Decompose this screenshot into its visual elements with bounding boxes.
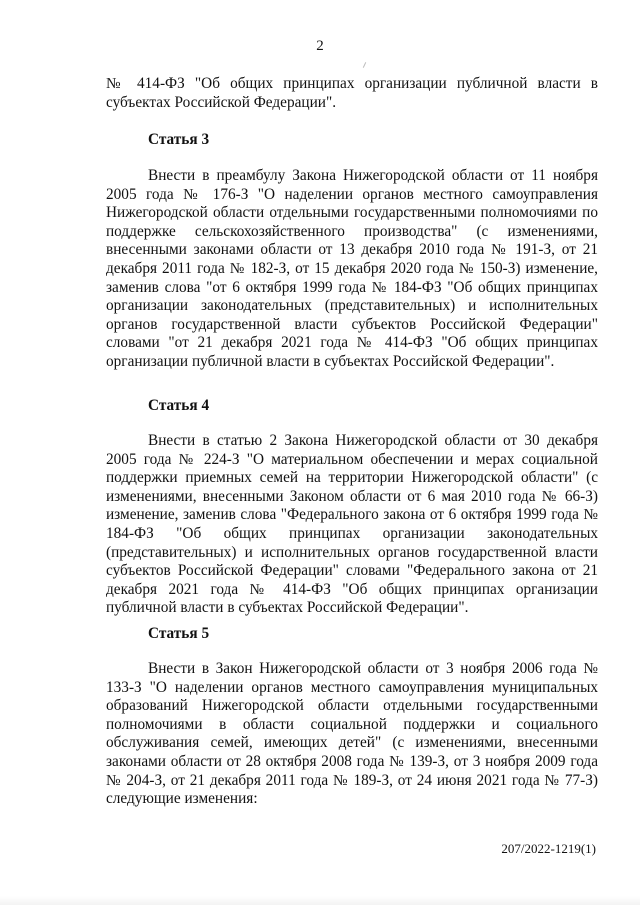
document-code: 207/2022-1219(1) <box>501 841 596 856</box>
article-3-text: Внести в преамбулу Закона Нижегородской области от 11 ноября 2005 года № 176-З "О наделении органов местного самоуправления Нижегородской области отдельными государственными полномочиями по поддержке сельскохозяйственного производства" (с изменениями, внесенными законами области от 13 декабря 2010 года № 191-З, от 21 декабря 2011 года № 182-З, от 15 декабря 2020 года № 150-З) изменение, заменив слова "от 6 октября 1999 года № 184-ФЗ "Об общих принципах организации законодательных (представительных) и исполнительных органов государственной власти субъектов Российской Федерации" словами "от 21 декабря 2021 года № 414-ФЗ "Об общих принципах организации публичной власти в субъектах Российской Федерации". <box>106 167 598 370</box>
article-4-body <box>106 432 598 618</box>
article-3-heading: Статья 3 <box>148 131 210 148</box>
article-4-text: Внести в статью 2 Закона Нижегородской области от 30 декабря 2005 года № 224-З "О материальном обеспечении и мерах социальной поддержки приемных семей на территории Нижегородской области" (с изменениями, внесенными Законом области от 6 мая 2010 года № 66-З) изменение, заменив слова "Федерального закона от 6 октября 1999 года № 184-ФЗ "Об общих принципах организации законодательных (представительных) и исполнительных органов государственной власти субъектов Российской Федерации" словами "Федерального закона от 21 декабря 2021 года № 414-ФЗ "Об общих принципах организации публичной власти в субъектах Российской Федерации". <box>106 432 598 617</box>
intro-paragraph <box>106 75 598 112</box>
article-4-heading: Статья 4 <box>148 397 210 414</box>
article-3-body <box>106 167 598 372</box>
scan-artifact-mark <box>363 62 366 68</box>
article-5-text: Внести в Закон Нижегородской области от 3 ноября 2006 года № 133-З "О наделении органов местного самоуправления муниципальных образований Нижегородской области отдельными государственными полномочиями в области социальной поддержки и социального обслуживания семей, имеющих детей" (с изменениями, внесенными законами области от 28 октября 2008 года № 139-З, от 3 ноября 2009 года № 204-З, от 21 декабря 2011 года № 189-З, от 24 июня 2021 года № 77-З) следующие изменения: <box>106 660 598 808</box>
scan-bottom-edge <box>0 896 640 905</box>
intro-text: № 414-ФЗ "Об общих принципах организации публичной власти в субъектах Российской Федерации". <box>106 75 598 111</box>
article-5-heading: Статья 5 <box>148 625 210 642</box>
article-5-body <box>106 660 598 809</box>
page-number: 2 <box>316 38 324 54</box>
